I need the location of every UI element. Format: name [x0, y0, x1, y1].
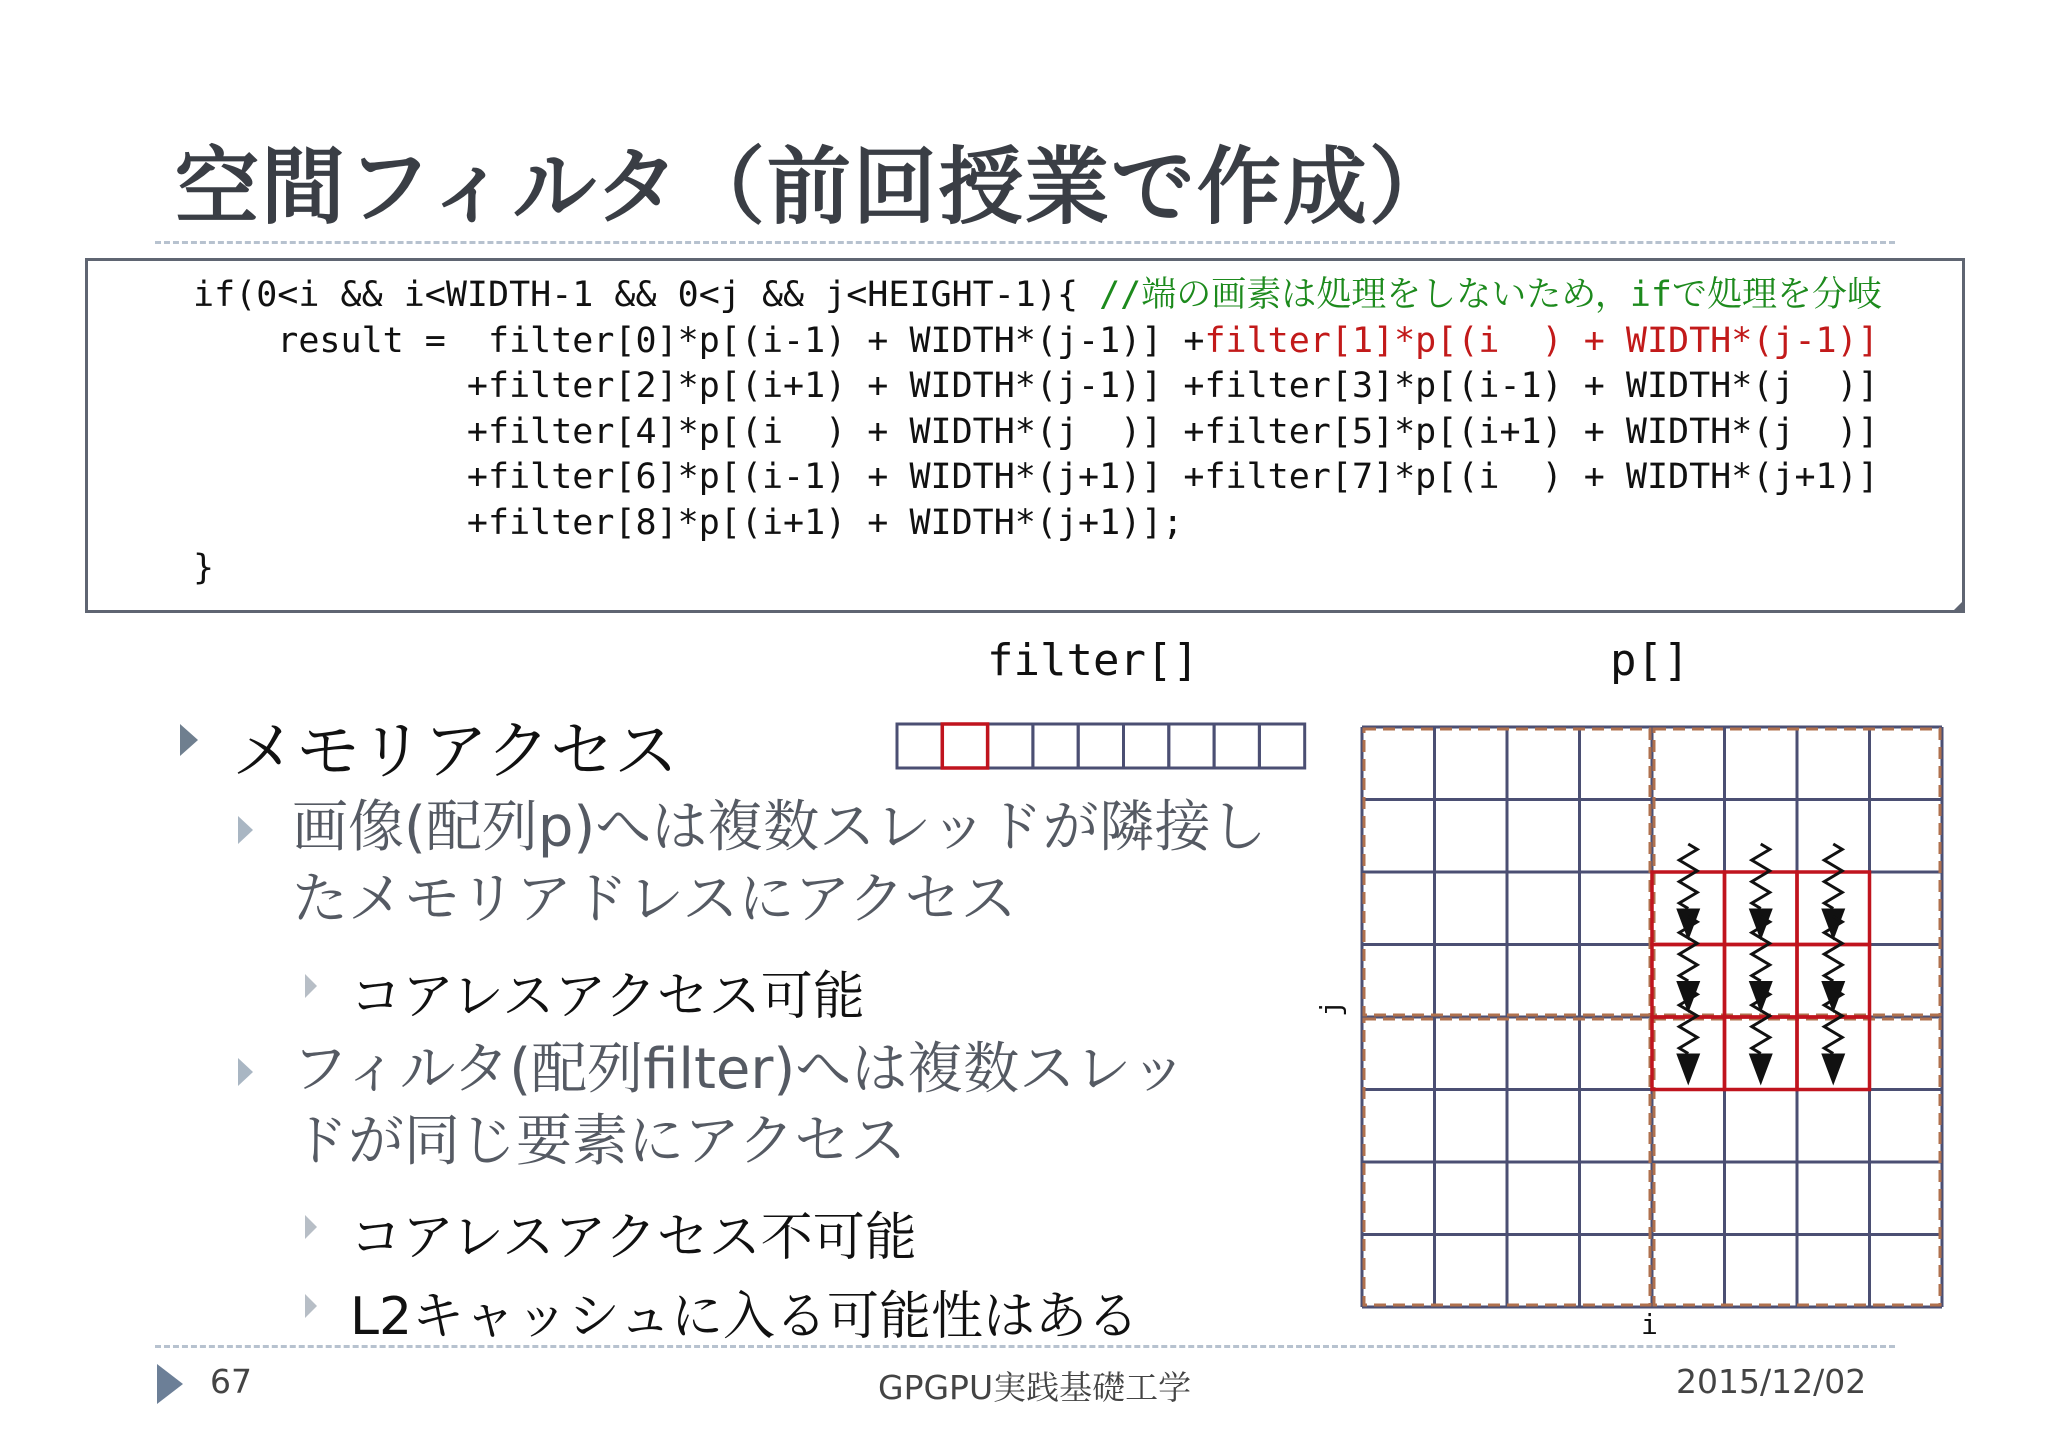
thread-access-wave	[1752, 844, 1770, 909]
footer-triangle-icon	[157, 1364, 183, 1404]
code-line-1: if(0<i && i<WIDTH-1 && 0<j && j<HEIGHT-1){	[193, 275, 1100, 315]
slide-date: 2015/12/02	[1676, 1362, 1867, 1401]
thread-access-arrowhead	[1821, 909, 1845, 941]
code-line-2-highlight: filter[1]*p[(i ) + WIDTH*(j-1)]	[1204, 320, 1879, 361]
p-array-label: p[]	[1610, 635, 1690, 686]
thread-access-arrowhead	[1749, 981, 1773, 1013]
thread-access-wave	[1752, 989, 1770, 1054]
thread-access-arrowhead	[1821, 981, 1845, 1013]
filter-array-label: filter[]	[987, 635, 1199, 686]
bullet-l2-cache: L2キャッシュに入る可能性はある	[350, 1287, 1140, 1347]
thread-access-arrowhead	[1749, 909, 1773, 941]
thread-access-wave	[1752, 917, 1770, 982]
code-line-7: }	[193, 548, 215, 588]
thread-access-wave	[1679, 844, 1697, 909]
bullet-image-access-line2: たメモリアドレスにアクセス	[292, 867, 1017, 932]
bullet-memory-access: メモリアクセス	[232, 715, 679, 789]
footer-divider	[155, 1345, 1895, 1348]
thread-access-arrowhead	[1676, 1054, 1700, 1086]
bullet-coalesced-ng: コアレスアクセス不可能	[350, 1208, 917, 1268]
thread-access-arrowhead	[1749, 1054, 1773, 1086]
thread-access-wave	[1824, 844, 1842, 909]
j-axis-label: j	[1313, 1000, 1347, 1017]
code-line-6: +filter[8]*p[(i+1) + WIDTH*(j+1)];	[193, 502, 1184, 543]
bullet-coalesced-ok: コアレスアクセス可能	[350, 967, 865, 1027]
thread-access-arrowhead	[1676, 909, 1700, 941]
code-line-5: +filter[6]*p[(i-1) + WIDTH*(j+1)] +filter[7]*p[(i ) + WIDTH*(j+1)]	[193, 457, 1879, 497]
code-comment: //端の画素は処理をしないため，ifで処理を分岐	[1099, 275, 1882, 315]
thread-access-arrowhead	[1676, 981, 1700, 1013]
thread-access-wave	[1824, 917, 1842, 982]
thread-access-wave	[1679, 917, 1697, 982]
slide-title: 空間フィルタ（前回授業で作成）	[175, 137, 1455, 236]
i-axis-label: i	[1641, 1308, 1658, 1341]
bullet-filter-access-line1: フィルタ(配列filter)へは複数スレッ	[292, 1037, 1187, 1102]
bullet-image-access-line1: 画像(配列p)へは複数スレッドが隣接し	[292, 795, 1267, 860]
thread-access-wave	[1824, 989, 1842, 1054]
code-line-4: +filter[4]*p[(i ) + WIDTH*(j )] +filter[5]*p[(i+1) + WIDTH*(j )]	[193, 411, 1879, 452]
code-line-3: +filter[2]*p[(i+1) + WIDTH*(j-1)] +filter[3]*p[(i-1) + WIDTH*(j )]	[193, 366, 1879, 406]
page-number: 67	[210, 1362, 252, 1401]
code-line-2: result = filter[0]*p[(i-1) + WIDTH*(j-1)] +	[193, 320, 1205, 361]
thread-access-arrowhead	[1821, 1054, 1845, 1086]
bullet-filter-access-line2: ドが同じ要素にアクセス	[292, 1109, 907, 1174]
thread-access-wave	[1679, 989, 1697, 1054]
course-name: GPGPU実践基礎工学	[878, 1368, 1192, 1407]
